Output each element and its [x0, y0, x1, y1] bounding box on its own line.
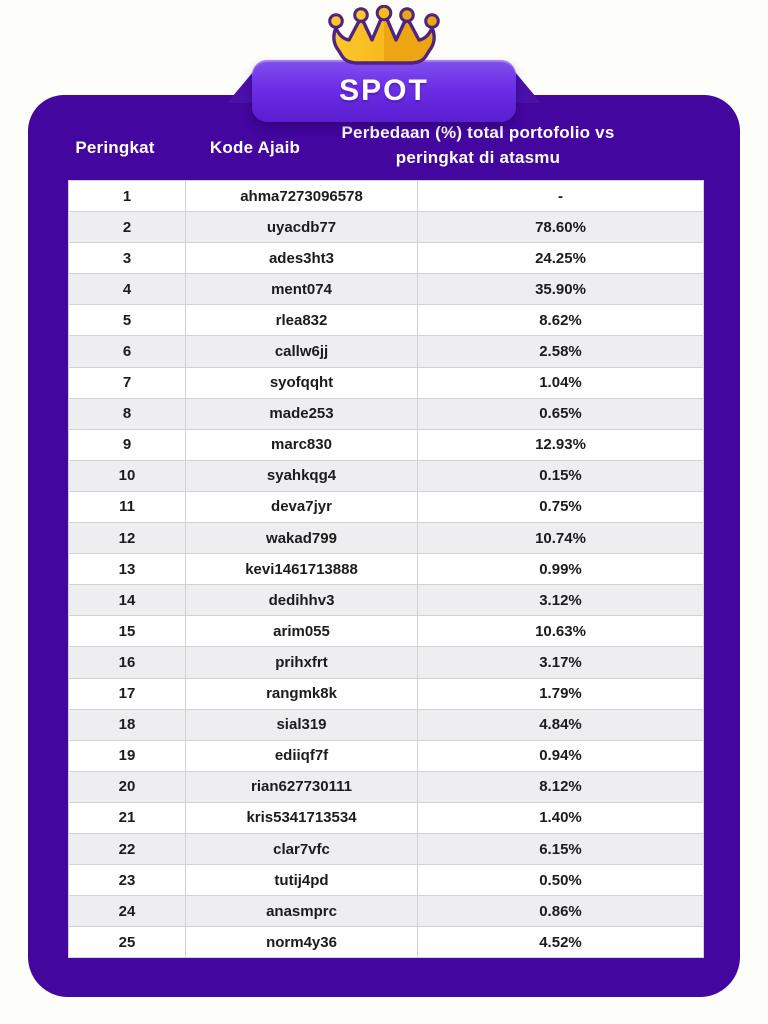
table-row [69, 771, 704, 802]
rank-cell: 8 [69, 398, 186, 429]
rank-cell: 15 [69, 616, 186, 647]
code-cell: tutij4pd [186, 865, 418, 896]
diff-cell: 0.75% [418, 491, 704, 522]
code-cell: ades3ht3 [186, 243, 418, 274]
diff-cell: 2.58% [418, 336, 704, 367]
rank-cell: 13 [69, 554, 186, 585]
code-cell: marc830 [186, 429, 418, 460]
diff-cell: 8.62% [418, 305, 704, 336]
rank-cell: 23 [69, 865, 186, 896]
code-cell: rian627730111 [186, 771, 418, 802]
diff-cell: 1.04% [418, 367, 704, 398]
code-cell: prihxfrt [186, 647, 418, 678]
rank-cell: 1 [69, 181, 186, 212]
code-cell: norm4y36 [186, 927, 418, 958]
column-header-perbedaan: Perbedaan (%) total portofolio vs peringkat di atasmu [341, 123, 615, 167]
leaderboard-panel [28, 95, 740, 997]
rank-cell: 2 [69, 212, 186, 243]
table-row [69, 274, 704, 305]
code-cell: kevi1461713888 [186, 554, 418, 585]
rank-cell: 5 [69, 305, 186, 336]
rank-cell: 17 [69, 678, 186, 709]
table-row [69, 523, 704, 554]
table-row [69, 554, 704, 585]
rank-cell: 14 [69, 585, 186, 616]
rank-cell: 22 [69, 833, 186, 864]
rank-cell: 25 [69, 927, 186, 958]
code-cell: syofqqht [186, 367, 418, 398]
table-row [69, 865, 704, 896]
code-cell: kris5341713534 [186, 802, 418, 833]
rank-cell: 16 [69, 647, 186, 678]
table-row [69, 740, 704, 771]
code-cell: ediiqf7f [186, 740, 418, 771]
rank-cell: 11 [69, 491, 186, 522]
diff-cell: 24.25% [418, 243, 704, 274]
code-cell: made253 [186, 398, 418, 429]
leaderboard-table [68, 180, 703, 958]
diff-cell: 6.15% [418, 833, 704, 864]
diff-cell: 0.99% [418, 554, 704, 585]
table-row [69, 336, 704, 367]
crown-icon [326, 5, 442, 71]
diff-cell: 0.15% [418, 460, 704, 491]
diff-cell: 0.94% [418, 740, 704, 771]
diff-cell: 0.86% [418, 896, 704, 927]
code-cell: sial319 [186, 709, 418, 740]
rank-cell: 12 [69, 523, 186, 554]
diff-cell: 35.90% [418, 274, 704, 305]
code-cell: syahkqg4 [186, 460, 418, 491]
table-row [69, 833, 704, 864]
code-cell: callw6jj [186, 336, 418, 367]
diff-cell: 0.65% [418, 398, 704, 429]
code-cell: uyacdb77 [186, 212, 418, 243]
diff-cell: 1.40% [418, 802, 704, 833]
code-cell: clar7vfc [186, 833, 418, 864]
table-row [69, 181, 704, 212]
table-row [69, 305, 704, 336]
table-row [69, 460, 704, 491]
code-cell: deva7jyr [186, 491, 418, 522]
code-cell: anasmprc [186, 896, 418, 927]
code-cell: wakad799 [186, 523, 418, 554]
rank-cell: 7 [69, 367, 186, 398]
diff-cell: 1.79% [418, 678, 704, 709]
code-cell: rlea832 [186, 305, 418, 336]
code-cell: arim055 [186, 616, 418, 647]
diff-cell: 3.12% [418, 585, 704, 616]
diff-cell: 10.63% [418, 616, 704, 647]
rank-cell: 19 [69, 740, 186, 771]
diff-cell: 10.74% [418, 523, 704, 554]
table-row [69, 367, 704, 398]
spot-banner-label: SPOT [339, 74, 429, 107]
table-row [69, 616, 704, 647]
code-cell: ahma7273096578 [186, 181, 418, 212]
column-header-peringkat: Peringkat [75, 138, 155, 157]
table-row [69, 491, 704, 522]
diff-cell: 12.93% [418, 429, 704, 460]
rank-cell: 6 [69, 336, 186, 367]
table-row [69, 927, 704, 958]
table-row [69, 212, 704, 243]
code-cell: dedihhv3 [186, 585, 418, 616]
rank-cell: 18 [69, 709, 186, 740]
diff-cell: - [418, 181, 704, 212]
rank-cell: 20 [69, 771, 186, 802]
rank-cell: 10 [69, 460, 186, 491]
table-row [69, 802, 704, 833]
column-header-kode-ajaib: Kode Ajaib [209, 138, 301, 157]
diff-cell: 4.84% [418, 709, 704, 740]
rank-cell: 3 [69, 243, 186, 274]
table-row [69, 398, 704, 429]
diff-cell: 78.60% [418, 212, 704, 243]
diff-cell: 3.17% [418, 647, 704, 678]
table-row [69, 678, 704, 709]
leaderboard-rows [69, 181, 704, 958]
table-row [69, 429, 704, 460]
diff-cell: 0.50% [418, 865, 704, 896]
diff-cell: 4.52% [418, 927, 704, 958]
table-row [69, 585, 704, 616]
code-cell: rangmk8k [186, 678, 418, 709]
code-cell: ment074 [186, 274, 418, 305]
table-row [69, 709, 704, 740]
table-row [69, 896, 704, 927]
table-row [69, 243, 704, 274]
rank-cell: 24 [69, 896, 186, 927]
rank-cell: 21 [69, 802, 186, 833]
table-row [69, 647, 704, 678]
rank-cell: 9 [69, 429, 186, 460]
diff-cell: 8.12% [418, 771, 704, 802]
rank-cell: 4 [69, 274, 186, 305]
